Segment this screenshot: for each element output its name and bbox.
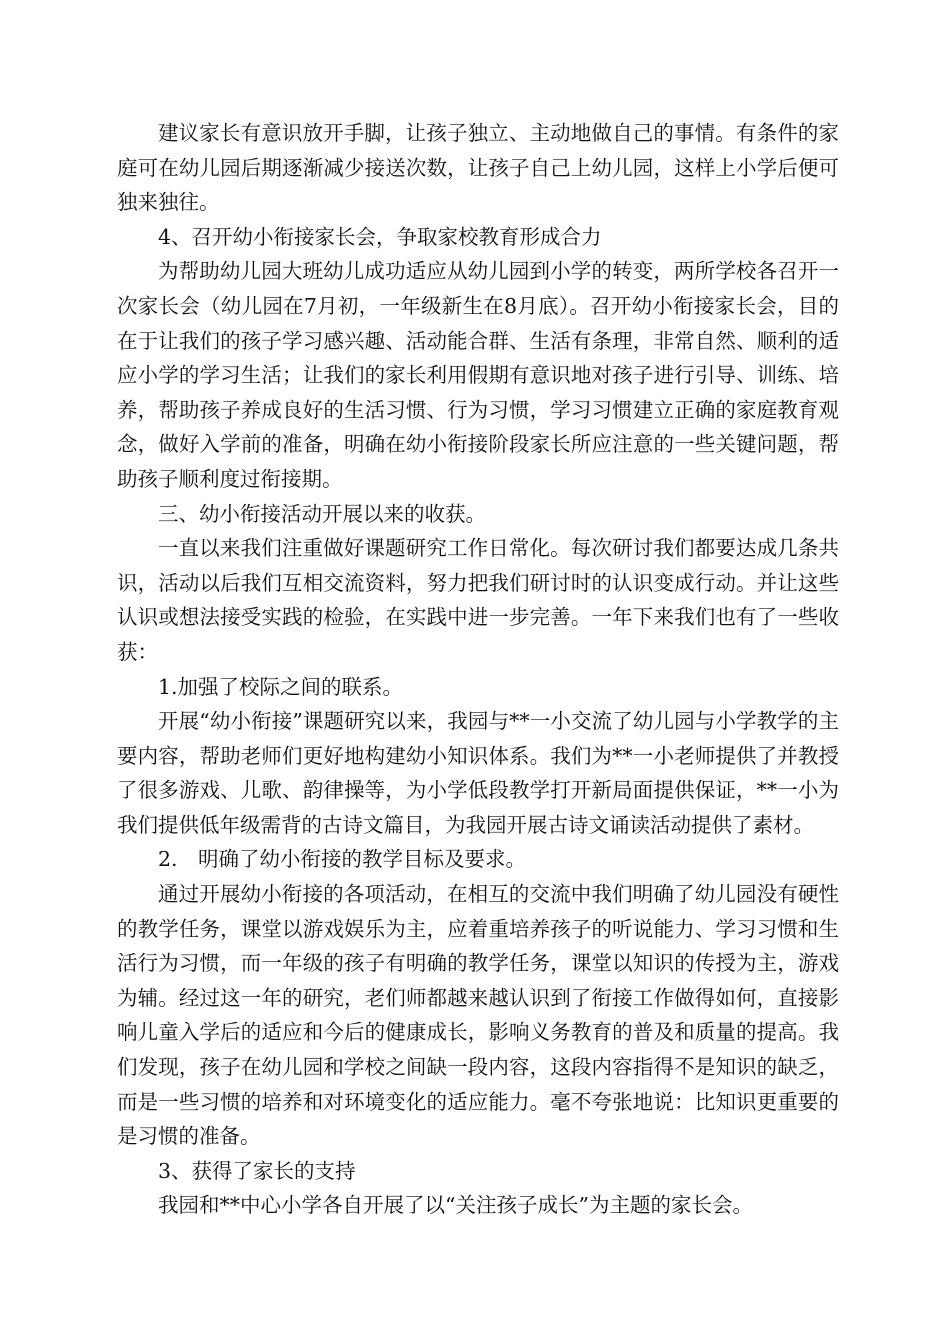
paragraph-parent-support: 我园和**中心小学各自开展了以“关注孩子成长”为主题的家长会。 [158, 1193, 753, 1218]
subheading-teaching-goals: 2. 明确了幼小衔接的教学目标及要求。 [158, 847, 527, 872]
paragraph-parent-meeting: 为帮助幼儿园大班幼儿成功适应从幼儿园到小学的转变，两所学校各召开一次家长会（幼儿园在7月初，一年级新生在8月底）。召开幼小衔接家长会，目的在于让我们的孩子学习感兴趣、活动能合群、生活有条理，非常自然、顺利的适应小学的学习生活；让我们的家长利用假期有意识地对孩子进行引导、训练、培养，帮助孩子养成良好的生活习惯、行为习惯，学习习惯建立正确的家庭教育观念，做好入学前的准备，明确在幼小衔接阶段家长所应注意的一些关键问题，帮助孩子顺利度过衔接期。 [117, 259, 839, 491]
paragraph-research-routine: 一直以来我们注重做好课题研究工作日常化。每次研讨我们都要达成几条共识，活动以后我们互相交流资料，努力把我们研讨时的认识变成行动。并让这些认识或想法接受实践的检验，在实践中进一步完善。一年下来我们也有了一些收获： [117, 536, 839, 664]
section-heading-parent-meeting: 4、召开幼小衔接家长会，争取家校教育形成合力 [158, 224, 602, 249]
document-body [117, 116, 839, 1223]
section-heading-achievements: 三、幼小衔接活动开展以来的收获。 [158, 501, 486, 526]
paragraph-independence-advice: 建议家长有意识放开手脚，让孩子独立、主动地做自己的事情。有条件的家庭可在幼儿园后期逐渐减少接送次数，让孩子自己上幼儿园，这样上小学后便可独来独往。 [117, 121, 839, 215]
subheading-parent-support: 3、获得了家长的支持 [158, 1158, 356, 1183]
subheading-school-connection: 1.加强了校际之间的联系。 [158, 674, 404, 699]
paragraph-school-connection: 开展“幼小衔接”课题研究以来，我园与**一小交流了幼儿园与小学教学的主要内容，帮助老师们更好地构建幼小知识体系。我们为**一小老师提供了并教授了很多游戏、儿歌、韵律操等，为小学低段教学打开新局面提供保证，**一小为我们提供低年级需背的古诗文篇目，为我园开展古诗文诵读活动提供了素材。 [117, 709, 839, 837]
paragraph-teaching-goals: 通过开展幼小衔接的各项活动，在相互的交流中我们明确了幼儿园没有硬性的教学任务，课堂以游戏娱乐为主，应着重培养孩子的听说能力、学习习惯和生活行为习惯，而一年级的孩子有明确的教学任务，课堂以知识的传授为主，游戏为辅。经过这一年的研究，老们师都越来越认识到了衔接工作做得如何，直接影响儿童入学后的适应和今后的健康成长，影响义务教育的普及和质量的提高。我们发现，孩子在幼儿园和学校之间缺一段内容，这段内容指得不是知识的缺乏，而是一些习惯的培养和对环境变化的适应能力。毫不夸张地说：比知识更重要的是习惯的准备。 [117, 882, 839, 1149]
